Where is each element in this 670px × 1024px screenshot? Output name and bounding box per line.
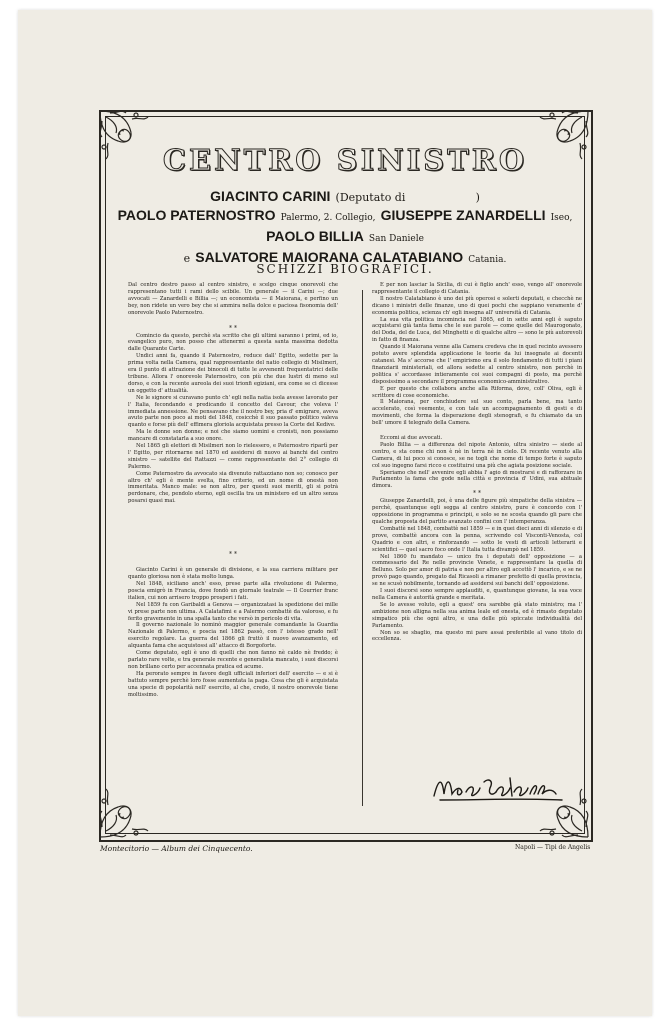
deputy-name: PAOLO BILLIA	[266, 228, 364, 244]
footer-left: Montecitorio — Album dei Cinquecento.	[100, 844, 253, 853]
footer-right: Napoli — Tipi de Angelis	[515, 844, 591, 851]
deputy-line	[110, 206, 580, 227]
paragraph: Come deputato, egli è uno di quelli che non fanno nè caldo nè freddo; è parlato rare volte, e tra generale recente e generalista mancato, i suoi discorsi non brillano certo per accennata pratica ed acume.	[128, 650, 338, 670]
deputy-note: e	[183, 252, 191, 265]
separator-stars: * *	[229, 324, 237, 332]
paragraph: Speriamo che nell' avvenire egli abbia l' agio di mostrarsi e di rafforzare in Parlamento la fama che gode nella città e provincia d' Udini, sua abituale dimora.	[372, 469, 582, 490]
deputy-note: Iseo,	[550, 213, 573, 223]
paragraph: Undici anni fa, quando il Paternostro, reduce dall' Egitto, sedette per la prima volta nella Camera, qual rappresentante del natio collegio di Misilmeri, era il punto di attrazione dei binocoli di tutte le avvenenti frequentatrici delle tribune. Allora l' onorevole Paternostro, con più che due lustri di meno sul dorso, e con la recente aureola dei suoi trionfi egiziani, era come se ci dicesse un oggetto d' attualità.	[128, 353, 338, 394]
deputy-line	[110, 187, 580, 206]
page-title: CENTRO SINISTRO	[162, 143, 528, 177]
paragraph: E per questo che collabora anche alla Riforma, dove, coll' Oliva, egli è scrittore di cose economiche.	[372, 385, 582, 399]
paragraph: E per non lasciar la Sicilia, di cui è figlio anch' esso, vengo all' onorevole rappresentante il collegio di Catania.	[372, 282, 582, 295]
paragraph: Giuseppe Zanardelli, poi, è una delle figure più simpatiche della sinistra — perchè, quantunque egli segga al centro sinistro, pure è concordo con l' opposizione in programma e principii, e solo se ne scosta quando gli pare che qualche proposta del partito avanzato confini con l' intemperanza.	[372, 498, 582, 525]
paragraph: Combattè nel 1848, combattè nel 1859 — e in quei dieci anni di silenzio e di prove, combattè ancora con la penna, scrivendo col Visconti-Venosta, col Quadrio e con altri, e rinforzando — sotto le vesti di articoli letterarii e scientifici — quel sacro foco onde l' Italia tutta divampò nel 1859.	[372, 525, 582, 553]
paragraph: Il Maiorana, per conchiudere sul suo conto, parla bene, ma tanto accelerato, così veemente, e con tale un accompagnamento di gesti e di movimenti, che forma la disperazione degli stenografi, e fu chiamato da un bell' umore il telegrafo della Camera.	[372, 399, 582, 427]
paragraph: Nel 1848, siciliano anch' esso, prese parte alla rivoluzione di Palermo, poscia emigrò in Francia, dove fondò un giornale teatrale — Il Courrier franc italien, cui non arrisero troppo prosperi i fati.	[128, 581, 338, 601]
paragraph: Nel 1859 fu con Garibaldi a Genova — organizzatasi la spedizione dei mille vi prese parte non ultima. A Calatafimi e a Palermo combattè da valoroso, e fu ferito gravemente in una spalla tanto che versò in pericolo di vita.	[128, 601, 338, 622]
deputy-note: Palermo, 2. Collegio,	[280, 213, 376, 223]
deputy-name: PAOLO PATERNOSTRO	[117, 207, 276, 223]
paragraph: Eccomi ai due avvocati.	[380, 435, 443, 442]
text-column-left	[128, 282, 338, 698]
deputy-note: Catania.	[468, 255, 507, 265]
paragraph: Ha perorato sempre in favore degli ufficiali inferiori dell' esercito — e si è battuto sempre perchè loro fosse aumentata la paga. Cosa che gli è acquistata una specie di popolarità nell' esercito, al che, credo, il nostro onorevole tiene moltissimo.	[128, 670, 338, 698]
deputy-note: San Daniele	[368, 234, 424, 244]
separator-stars: * *	[229, 551, 237, 559]
separator-stars: * *	[473, 490, 481, 498]
paragraph: Il nostro Calatabiano è uno dei più operosi e solerti deputati, e checchè ne dicano i ministri delle finanze, uno di quei pochi che sappiano veramente d' economia politica, scienza ch' egli insegna all' università di Catania.	[372, 295, 582, 316]
paragraph: Non so se sbaglio, ma questo mi pare assai preferibile al vano titolo di eccellenza.	[372, 629, 582, 643]
paragraph: La sua vita politica incomincia nel 1865, ed in sette anni egli è saputo acquistarsi già tanta fama che le sue parole — come quelle del Maurogonato, del Doda, del de Luca, del Minghetti e di qualche altro — sono le più autorevoli in fatto di finanza.	[372, 316, 582, 344]
paragraph: Dal centro destro passo al centro sinistro, e scelgo cinque onorevoli che rappresentano tutti i rami dello scibile. Un generale — il Carini —; due avvocati — Zanardelli e Billia —; un economista — il Maiorana, e perfino un bey, non ridete un vero bey che si ammira nella dolce e paciosa fisonomia dell' onorevole Paolo Paternostro.	[128, 282, 338, 316]
paragraph: Come Paternostro da avvocato sia divenuto rattazziano non so; conosco per altro ch' egli è mente svelta, fino criterio, ed un nome di onestà non immeritata. Manco male: se non altro, per questi suoi meriti, gli si potrà perdonare, che, pendolo eterno, egli oscilla tra un ministero ed un altro senza posarsi quasi mai.	[128, 470, 338, 505]
paragraph: Comincio da questo, perchè sta scritto che gli ultimi saranno i primi, ed io, evangelico puro, non posso che attenermi a questa santa massima dedotta dalle Quarante Carte.	[128, 332, 338, 353]
paragraph: Nel 1860 fu mandato — unico fra i deputati dell' opposizione — a commessario del Re nelle provincie Venete, e rappresentare la quella di Belluno. Solo per amor di patria e non per altro egli accettò l' incarico, e se ne provò pago quando, pregato dal Ricasoli a rimaner prefetto di quella provincia, se ne scusò nobilmente, tornando ad assidersi sui banchi dell' opposizione.	[372, 553, 582, 588]
deputy-note: (Deputato di	[335, 191, 406, 204]
paragraph: Se lo avesse voluto, egli a quest' ora sarebbe già stato ministro; ma l' ambizione non alligna nella sua anima leale ed onesta, ed è rimasto deputato simpatico più che ogni altro, e una delle più spiccate individualità del Parlamento.	[372, 601, 582, 629]
deputy-note: )	[475, 191, 480, 204]
paragraph: Il governo nazionale lo nominò maggior generale comandante la Guardia Nazionale di Palermo, e poscia nel 1862 passò, con l' istesso grado nell' esercito regolare. La guerra del 1866 gli fruttò il nuovo avanzamento, ed alquanta fama che acquistossi all' attacco di Borgoforte.	[128, 622, 338, 650]
paragraph: Quando il Maiorana venne alla Camera credeva che in quel recinto avessero potuto avere splendida applicazione le teorie da lui insegnate ai docenti catanesi. Ma s' accorse che l' empirismo era il solo fondamento di tutti i piani finanziarii ministeriali, ed allora sedette al centro sinistro, non perchè in politica s' accordasse intieramente coi suoi compagni di posto, ma perchè disposissimo a secondare il programma economico-amministrativo.	[372, 344, 582, 385]
column-divider	[362, 290, 363, 806]
corner-ornament-icon	[96, 783, 154, 841]
paragraph: Nel 1865 gli elettori di Misilmeri non lo rielessero, e Paternostro ripartì per l' Egitto, per ritornarne nel 1870 ed assidersi di nuovo ai banchi del centro sinistro — satellite del Rattazzi — come rappresentante del 2° collegio di Palermo.	[128, 443, 338, 470]
deputy-name: SALVATORE MAIORANA CALATABIANO	[195, 249, 464, 265]
deputy-line	[110, 227, 580, 248]
section-subtitle: SCHIZZI BIOGRAFICI.	[256, 262, 434, 276]
deputies-block	[110, 187, 580, 269]
paragraph: Ma le donne son donne; e noi che siamo uomini e cronisti, non possiamo mancare di constatarla a suo onore.	[128, 429, 338, 443]
signature	[430, 770, 570, 804]
text-column-right	[372, 282, 582, 643]
paragraph: Paolo Billia — a differenza del nipote Antonio, ultra sinistro — siede al centro, e sta come chi non è nè in terra nè in cielo. Di recente venuto alla Camera, di lui poco si conosce, se ne togli che nome di tempo forte è saputo col suo ingegno farsi ricco e costituirsi una più che agiata posizione sociale.	[372, 441, 582, 469]
deputy-name: GIACINTO CARINI	[210, 188, 331, 204]
paragraph: Giacinto Carini è un generale di divisione, e la sua carriera militare per quanto gloriosa non è stata molto lunga.	[128, 567, 338, 581]
paragraph: Ne le signore si curavano punto ch' egli nella natia isola avesse lavorato per l' Italia, fecondando e predicando il concetto del Cavour, che voleva l' immediata annessione. Ne pensavano che il nostro bey, pria d' emigrare, aveva avuto parte non poco ai moti del 1848, cosicchè il suo passato politico valeva quanto e forse più dell' effimera gloriola acquistata presso la Corte del Kedive.	[128, 394, 338, 429]
paragraph: I suoi discorsi sono sempre applauditi, e, quantunque giovane, la sua voce nella Camera è autorità grande e meritata.	[372, 588, 582, 601]
deputy-name: GIUSEPPE ZANARDELLI	[380, 207, 546, 223]
